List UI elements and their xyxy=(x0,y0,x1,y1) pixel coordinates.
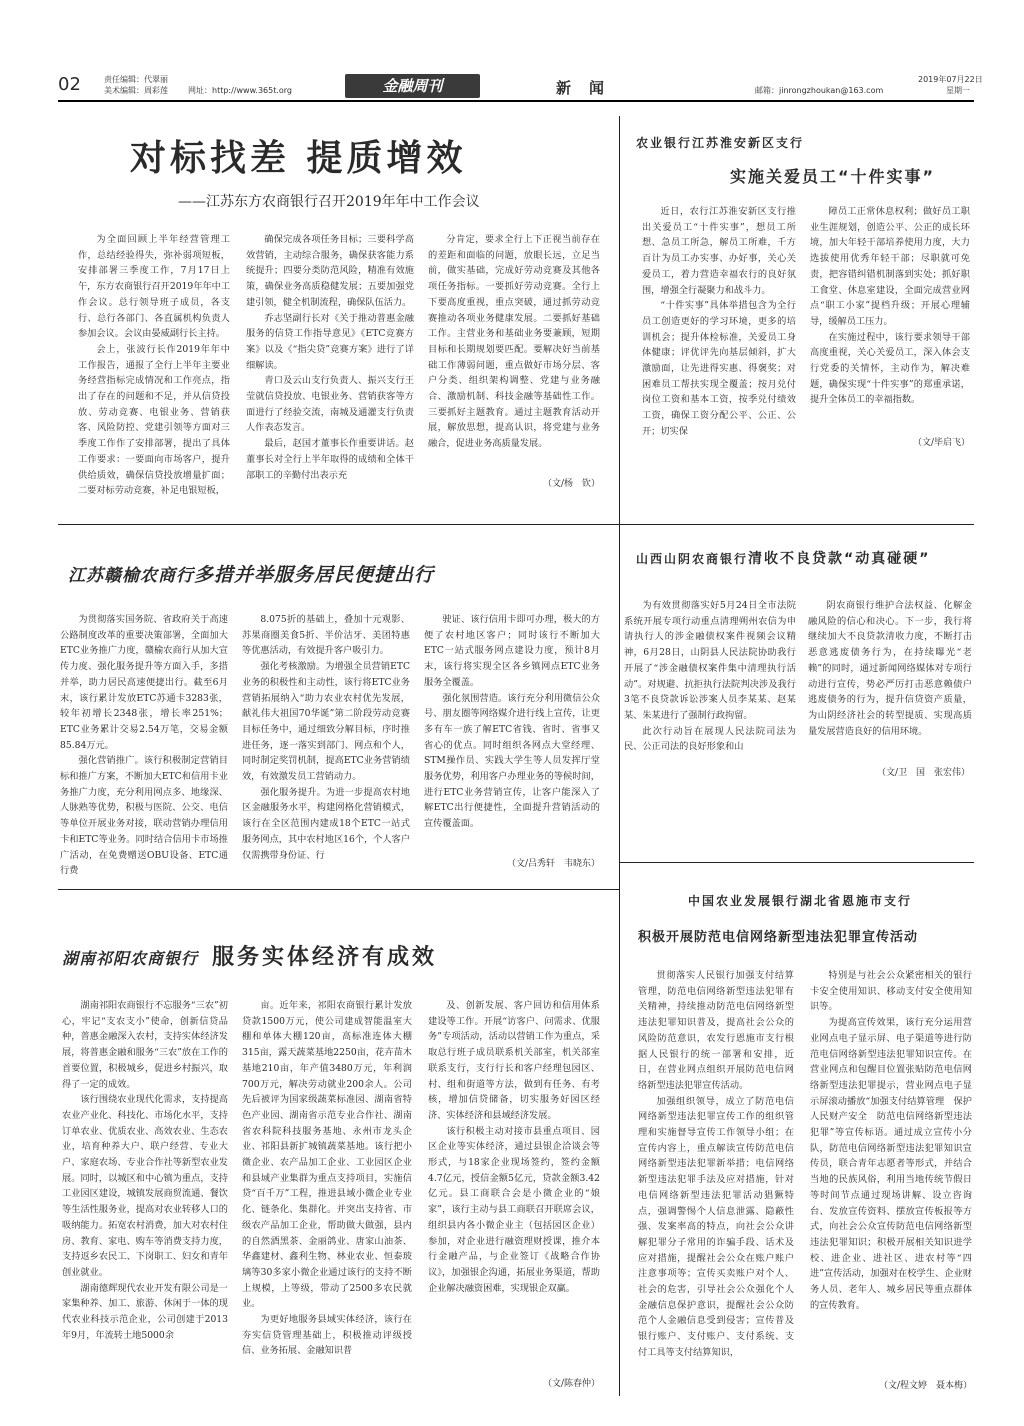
paragraph: 该行积极主动对接市县重点项目、园区企业等实体经济，通过县银企洽谈会等形式，与18家企业现场签约，签约金额4.7亿元，授信金额5亿元，贷款金额3.42亿元。县工商联合会是小微企业的“娘家”，该行主动与县工商联召开联席会议，组织县内各小微企业主（包括园区企业）参加，对企业进行融资理财授课，推介本行金融产品，与企业签订《战略合作协议》，加强银企沟通，拓展业务渠道，帮助企业解决融资困难，实现银企双赢。 xyxy=(428,1125,600,1294)
paragraph: 加强组织领导，成立了防范电信网络新型违法犯罪宣传工作的组织管理和实施督导宣传工作领导小组；在宣传内容上，重点解读宣传防范电信网络新型违法犯罪新举措；电信网络新型违法犯罪手法及应对措施，针对电信网络新型违法犯罪活动猖獗特点，强调警惕个人信息泄露、隐蔽性强、发案率高的特点，向社会公众讲解犯罪分子常用的诈骗手段、话术及应对措施，提醒社会公众在账户账户注意事项等；宣传买卖账户对个人、社会的危害，引导社会公众强化个人金融信息保护意识，提醒社会公众防范个人金融信息受到侵害；宣传普及银行账户、支付账户、支付系统、支付工具等支付结算知识， xyxy=(638,1095,794,1358)
weekday: 星期一 xyxy=(946,86,970,95)
paragraph: 最后，赵国才董事长作重要讲话。赵董事长对全行上半年取得的成绩和全体干部职工的辛勤付出表示充 xyxy=(246,438,414,481)
a6-byline: （文/程文婷 聂本梅） xyxy=(878,1381,972,1391)
divider-a2 xyxy=(620,524,974,525)
paragraph: 强化考核激励。为增强全员营销ETC业务的积极性和主动性，该行将ETC业务营销拓展纳入“助力农业农村优先发展，献礼伟大祖国70华诞”第二阶段劳动竞赛目标任务中，通过细致分解目标，序时推进任务，逐一落实到部门、网点和个人，同时制定奖罚机制，提高ETC业务营销绩效，有效激发员工营销动力。 xyxy=(242,661,410,783)
a4-col1 xyxy=(624,598,796,838)
paragraph: 湖南祁阳农商银行不忘服务“三农”初心，牢记“支农支小”使命，创新信贷品种，普惠金融深入农村，支持实体经济发展，将普惠金融和服务“三农”放在工作的首要位置，积极城乡，促进乡村振兴，取得了一定的成效。 xyxy=(62,1000,228,1090)
a4-col2 xyxy=(808,598,972,737)
a2-title: 实施关爱员工“十件实事” xyxy=(730,167,936,186)
paragraph: 亩。近年来，祁阳农商银行累计发放贷款1500万元，使公司建成智能温室大棚和单体大棚120亩，高标准连体大棚315亩，露天蔬菜基地2250亩，花卉苗木基地210亩，年产值3480万元，年利润700万元，解决劳动就业200余人。公司先后被评为国家级蔬菜标准园、湖南省特色产业园、湖南省示范专业合作社、湖南省农科院科技服务基地、永州市龙头企业、祁阳县新扩城镇蔬菜基地。该行把小微企业、农产品加工企业、工业园区企业和县域产业集群为重点支持项目，实施信贷“百千万”工程，推进县域小微企业专业化、链条化、集群化。并突出支持省、市级农产品加工企业，帮助做大做强，县内的自然酒黑茶、金丽鸽业、唐家山油茶、华鑫建材、鑫利生物、林业农业、恒泰玻璃等30多家小微企业通过该行的支持不断上规模，上等级，带动了2500多农民就业。 xyxy=(242,1000,412,1310)
a2-title-prefix: 农业银行江苏淮安新区支行 xyxy=(636,136,805,150)
a3-col2 xyxy=(242,612,410,867)
date: 2019年07月22日 xyxy=(918,75,983,84)
a6-title-prefix: 中国农业发展银行湖北省恩施市支行 xyxy=(688,894,913,908)
a4-byline: （文/卫 国 张宏伟） xyxy=(876,768,970,778)
paragraph: 确保完成各项任务目标；三要科学高效营销，主动综合服务，确保获客能力系统提升；四要分类防范风险，精准有效施策，确保业务高质稳健发展；五要加强党建引领，健全机制流程，确保队伍活力。 xyxy=(246,234,414,308)
paragraph: 8.075折的基础上，叠加十元观影、苏果商圈美食5折、半价洁牙、美团特惠等优惠活动，有效提升客户吸引力。 xyxy=(242,614,410,657)
paragraph: 特别是与社会公众紧密相关的银行卡安全使用知识、移动支付安全使用知识等。 xyxy=(810,970,972,1013)
a1-col2 xyxy=(246,232,414,487)
paragraph: 近日，农行江苏淮安新区支行推出关爱员工“十件实事”，想员工所想、急员工所急，解员工所难，千方百计为员工办实事、办好事，关心关爱员工，着力营造幸福农行的良好氛围，增强全行凝聚力和战斗力。 xyxy=(642,206,796,296)
paragraph: 此次行动旨在展现人民法院司法为民、公正司法的良好形象和山 xyxy=(624,725,796,753)
a3-title-prefix: 江苏赣榆农商行 xyxy=(68,566,194,586)
a5-col2 xyxy=(242,998,412,1380)
a3-col3 xyxy=(424,612,600,840)
a5-headline xyxy=(62,940,437,971)
a5-byline: （文/陈春仲） xyxy=(542,1379,600,1389)
art-editor-name: 美术编辑：周彩莲 xyxy=(104,86,168,95)
a5-title: 服务实体经济有成效 xyxy=(212,945,438,970)
paragraph: 强化氛围营造。该行充分利用微信公众号、朋友圈等网络媒介进行线上宣传，让更多有车一族了解ETC省钱、省时、省事又省心的优点。同时组织各网点大堂经理、STM操作员、实践大学生等人员发挥厅堂服务优势，利用客户办理业务的等候时间，进行ETC业务营销宣传，让客户能深入了解ETC出行便捷性，全面提升营销活动的宣传覆盖面。 xyxy=(424,692,600,830)
a1-byline: （文/杨 钦） xyxy=(542,479,600,489)
column-divider xyxy=(619,116,620,1396)
a5-title-prefix: 湖南祁阳农商银行 xyxy=(62,949,199,968)
a2-byline: （文/毕启飞） xyxy=(912,438,970,448)
a2-col2 xyxy=(810,204,970,432)
header-rule xyxy=(58,100,974,102)
paragraph: 驶证、该行信用卡即可办理，极大的方便了农村地区客户；同时该行不断加大ETC一站式服务网点建设力度，预计8月末，该行将实现全区各乡镇网点ETC业务服务全覆盖。 xyxy=(424,614,600,688)
a2-col1 xyxy=(642,204,796,452)
editor-credit xyxy=(104,74,168,96)
paragraph: 为全面回顾上半年经营管理工作，总结经验得失，弥补弱项短板，安排部署三季度工作，7月17日上午，东方农商银行召开2019年年中工作会议。总行领导班子成员，各支行、总行各部门、各直属机构负责人参加会议。会议由晏威副行长主持。 xyxy=(78,234,231,340)
a1-subtitle: ——江苏东方农商银行召开2019年年中工作会议 xyxy=(178,194,480,210)
a6-col1 xyxy=(638,968,794,1374)
a4-title: 清收不良贷款“动真碰硬” xyxy=(748,551,931,567)
paragraph: 及、创新发展、客户回访和信用体系建设等工作。开展“访客户、问需求、优服务”专项活动，活动以营销工作为重点，采取总行班子成员联系机关部室，机关部室联系支行，支行行长和客户经理包园区、村、组和街道等方法，做到有任务、有考核，增加信贷储备，切实服务好园区经济、实体经济和县域经济发展。 xyxy=(428,1000,600,1121)
a3-col1 xyxy=(60,612,228,877)
divider-a3 xyxy=(58,889,619,890)
paragraph: “十件实事”具体举措包含为全行员工创造更好的学习环境，更多的培训机会；提升体检标准，关爱员工身体健康；评优评先向基层倾斜，扩大激励面，让先进得实惠、得褒奖；对困难员工帮扶实现全覆盖；按月兑付岗位工资和基本工资，按季兑付绩效工资，确保工资分配公平、公正、公开；切实保 xyxy=(642,300,796,437)
page-number: 02 xyxy=(58,74,81,95)
a6-col2 xyxy=(810,968,972,1348)
paragraph: 为有效贯彻落实好5月24日全市法院系统开展专项行动重点清理朔州农信为申请执行人的涉金融债权案件视频会议精神，6月28日，山阴县人民法院协助我行开展了“涉金融债权案件集中清理执行活动”。对规避、抗拒执行法院判决涉及我行3笔不良贷款诉讼涉案人员李某某、赵某某、朱某进行了强制行政拘留。 xyxy=(624,600,796,721)
divider-a4 xyxy=(620,862,974,863)
section-title: 新闻 xyxy=(556,79,623,97)
a5-col3 xyxy=(428,998,600,1360)
a1-col1 xyxy=(78,232,231,497)
a3-title: 多措并举服务居民便捷出行 xyxy=(194,564,435,586)
paragraph: 在实施过程中，该行要求领导干部高度重视，关心关爱员工，深入体会支行党委的关情怀，主动作为，解决难题，确保实现“十件实事”的郑重承诺，提升全体员工的幸福指数。 xyxy=(810,331,970,406)
paragraph: 为提高宣传效果，该行充分运用营业网点电子显示屏、电子渠道等进行防范电信网络新型违法犯罪知识宣传。在营业网点和包醒目位置张贴防范电信网络新型违法犯罪提示，营业网点电子显示屏滚动播放“加强支付结算管理 保护人民财产安全 防范电信网络新型违法犯罪”等宣传标语。通过成立宣传小分队，防范电信网络新型违法犯罪知识宣传员，联合青年志愿者等形式，并结合当地的民族风俗，利用当地传统节假日等时间节点通过现场讲解、设立咨询台、发放宣传资料、摆放宣传板报等方式，向社会公众宣传防范电信网络新型违法犯罪知识；积极开展相关知识进学校、进企业、进社区、进农村等“四进”宣传活动，加强对在校学生、企业财务人员、老年人、城乡居民等重点群体的宣传教育。 xyxy=(810,1017,972,1311)
paragraph: 该行围绕农业现代化需求，支持提高农业产业化、科技化、市场化水平，支持订单农业、优质农业、高效农业、生态农业，培育种养大户、联户经营、专业大户、家庭农场、专业合作社等新型农业发展。同时，以城区和中心镇为重点，支持工业园区建设，城镇发展商贸流通、餐饮等生活性服务业，提高对农业转移人口的吸纳能力。拓宽农村消费，加大对农村住房、教育、家电、购车等消费支持力度，支持返乡农民工、下岗职工、妇女和青年创业就业。 xyxy=(62,1094,228,1278)
paragraph: 分肯定，要求全行上下正视当前存在的差距和面临的问题，放眼长远，立足当前，做实基础，完成好劳动竞赛及其他各项任务指标。一要抓好劳动竞赛。全行上下要高度重视，重点突破，通过抓劳动竞赛推动各项业务健康发展。二要抓好基础工作。主营业务和基础业务要兼顾，短期目标和长期规划要匹配。要解决好当前基础工作薄弱问题，重点做好市场分层、客户分类、组织架构调整、党建与业务融合、激励机制、科技金融等基础性工作。三要抓好主题教育。通过主题教育活动开展，解放思想，提高认识，将党建与业务融合，促进业务高质量发展。 xyxy=(428,234,600,450)
paragraph: 强化服务提升。为进一步提高农村地区金融服务水平，构建网格化营销模式，该行在全区范围内建成18个ETC一站式服务网点，其中农村地区16个，个人客户仅需携带身份证、行 xyxy=(242,786,410,861)
a1-col3 xyxy=(428,232,600,472)
email: 邮箱：jinrongzhoukan@163.com xyxy=(755,86,884,95)
a4-title-prefix: 山西山阴农商银行 xyxy=(636,552,749,566)
divider-a1 xyxy=(58,524,619,525)
a4-headline xyxy=(636,548,930,568)
a6-title: 积极开展防范电信网络新型违法犯罪宣传活动 xyxy=(638,930,919,945)
website: 网址：http://www.365t.org xyxy=(188,86,293,95)
paragraph: 为更好地服务县域实体经济，该行在夯实信贷管理基础上，积极推动评级授信、业务拓展、金融知识普 xyxy=(242,1314,412,1357)
paragraph: 贯彻落实人民银行加强支付结算管理，防范电信网络新型违法犯罪有关精神，持续推动防范电信网络新型违法犯罪知识普及，提高社会公众的风险防范意识，农发行恩施市支行根据人民银行的统一部署和安排，近日，在营业网点组织开展防范电信网络新型违法犯罪宣传活动。 xyxy=(638,970,794,1091)
paragraph: 为贯彻落实国务院、省政府关于高速公路制度改革的重要决策部署，全面加大ETC业务推广力度，赣榆农商行从加大宣传力度、强化服务提升等方面入手，多措并举，助力居民高速便捷出行。截至6月末，该行累计发放ETC苏通卡3283张，较年初增长2348张，增长率251%；ETC业务累计交易2.54万笔，交易金额85.84万元。 xyxy=(60,614,228,751)
paragraph: 青口及云山支行负责人、振兴支行王莹就信贷投放、电银业务、营销获客等方面进行了经验交流，南城及通灌支行负责人作表态发言。 xyxy=(246,375,414,434)
a5-col1 xyxy=(62,998,228,1380)
paragraph: 阴农商银行维护合法权益、化解金融风险的信心和决心。下一步，我行将继续加大不良贷款清收力度，不断打击恶意逃废债务行为，在持续曝光“老赖”的同时，通过新闻网络媒体对专项行动进行宣传，势必严厉打击恶意赖债户逃废债务的行为，提升信贷资产质量，为山阴经济社会的转型提质、实现高质量发展营造良好的信用环境。 xyxy=(808,600,972,737)
paragraph: 会上，张波行长作2019年年中工作报告，通报了全行上半年主要业务经营指标完成情况和工作亮点，指出了存在的问题和不足，并从信贷投放、劳动竞赛、电银业务、营销获客、风险防控、党建引领等方面对三季度工作作了安排部署，提出了具体工作要求：一要面向市场客户，提升供给质效，确保信贷投放增量扩面；二要对标劳动竞赛，补足电银短板， xyxy=(78,343,230,497)
paragraph: 强化营销推广。该行积极制定营销目标和推广方案，不断加大ETC和信用卡业务推广力度，充分利用网点多、地缘深、人脉熟等优势，积极与医院、公交、电信等单位开展业务对接，联动营销办理信用卡和ETC等业务。同时结合信用卡市场推广活动，在免费赠送OBU设备、ETC通行费 xyxy=(60,755,228,877)
a1-title: 对标找差 提质增效 xyxy=(130,137,467,179)
issue-date xyxy=(918,74,983,96)
editor-name: 责任编辑：代翠丽 xyxy=(104,75,168,84)
a3-headline xyxy=(68,560,434,587)
paragraph: 乔志坚副行长对《关于推动普惠金融服务的信贷工作指导意见》《ETC竞赛方案》以及《“指尖贷”竞赛方案》进行了详细解读。 xyxy=(246,312,414,371)
paragraph: 湖南德辉现代农业开发有限公司是一家集种养、加工、旅游、休闲于一体的现代农业科技示范企业，公司创建于2013年9月，年流转土地5000余 xyxy=(62,1282,228,1341)
a3-byline: （文/吕秀轩 韦晓东） xyxy=(506,859,600,869)
masthead-logo: 金融周刊 xyxy=(345,74,480,98)
paragraph: 障员工正常休息权利；做好员工职业生涯规划，创造公平、公正的成长环境，加大年轻干部培养使用力度，大力选拔使用优秀年轻干部；尽职就可免责，把容错纠错机制落到实处；抓好职工食堂、休息室建设，全面完成营业网点“职工小家”提档升级；开展心理辅导，缓解员工压力。 xyxy=(810,206,970,327)
